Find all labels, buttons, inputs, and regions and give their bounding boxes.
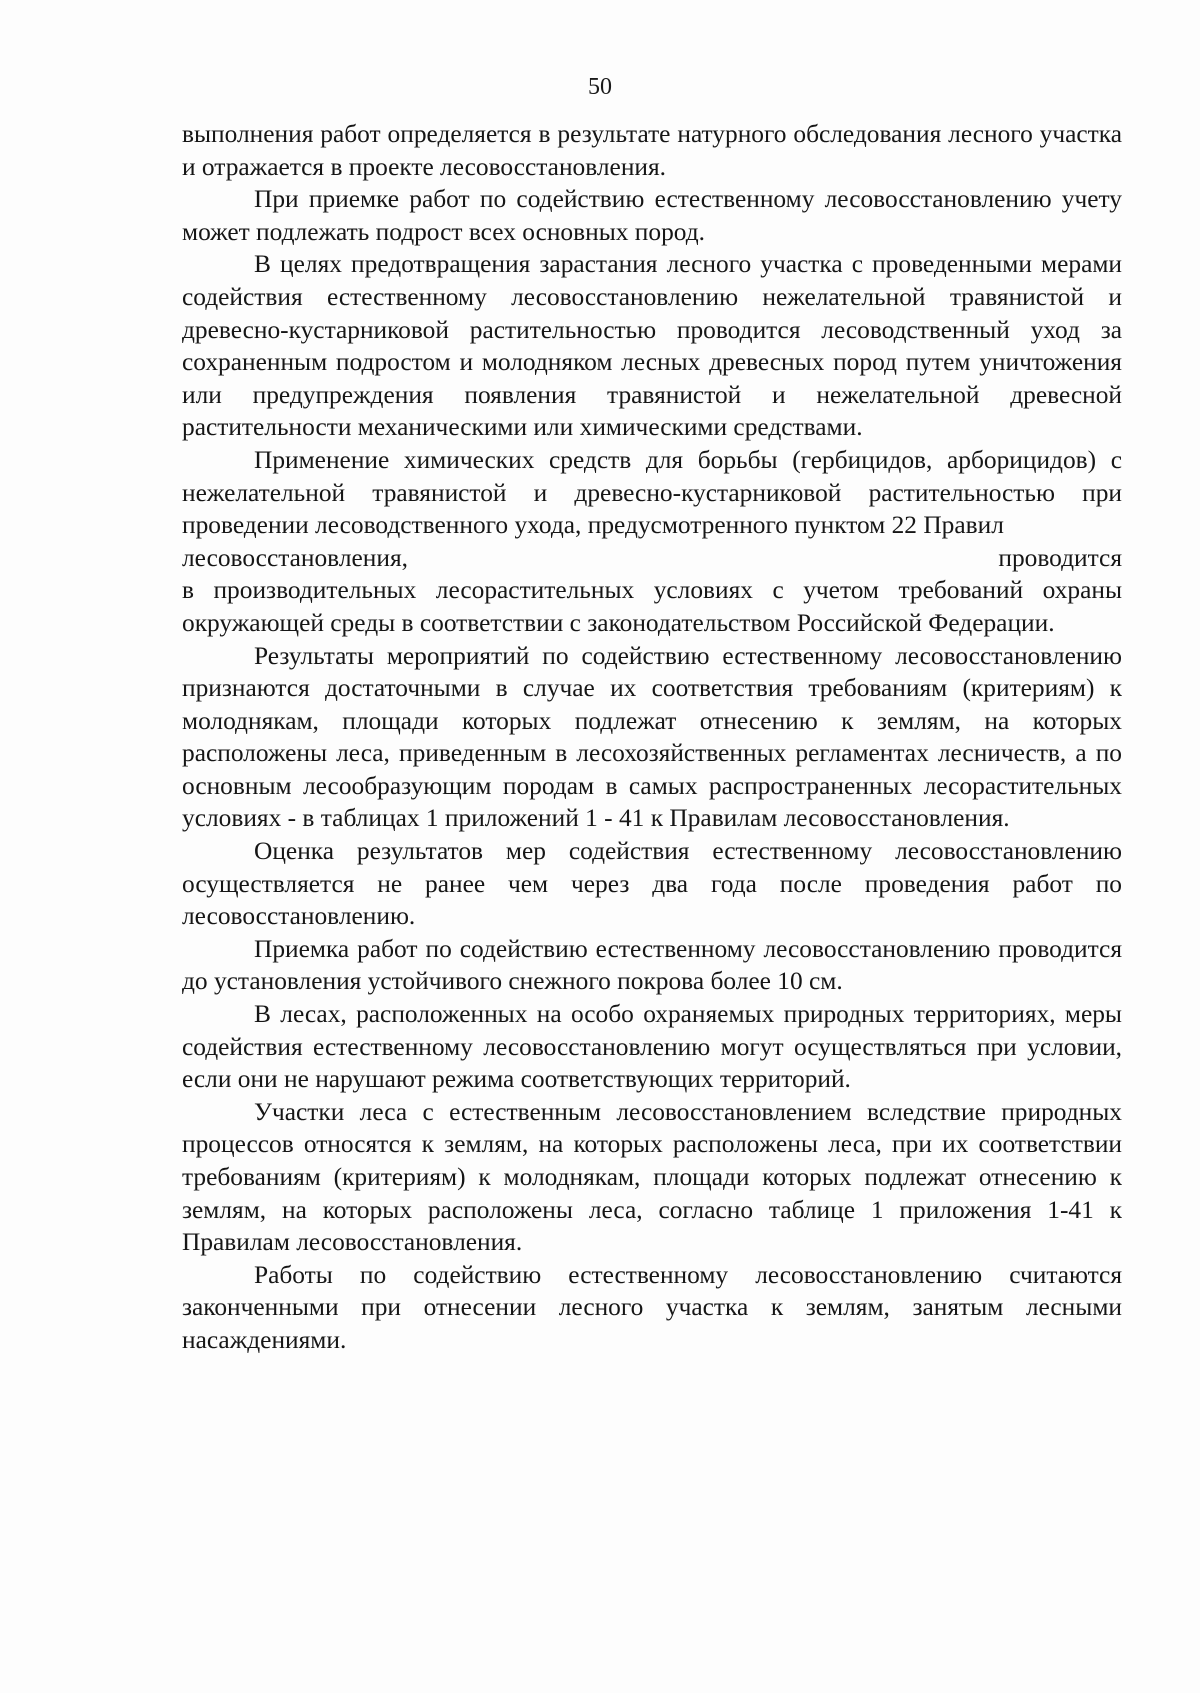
paragraph: Приемка работ по содействию естественному лесовосстановлению проводится до установления устойчивого снежного покрова более 10 см. bbox=[182, 934, 1122, 996]
paragraph: В лесах, расположенных на особо охраняемых природных территориях, меры содействия естественному лесовосстановлению могут осуществляться при условии, если они не нарушают режима соответствующих территорий. bbox=[182, 1000, 1122, 1094]
paragraph: При приемке работ по содействию естественному лесовосстановлению учету может подлежать подрост всех основных пород. bbox=[182, 185, 1122, 246]
split-line bbox=[182, 542, 1122, 575]
paragraph: Оценка результатов мер содействия естественному лесовосстановлению осуществляется не ранее чем через два года после проведения работ по лесовосстановлению. bbox=[182, 837, 1122, 931]
page-number: 50 bbox=[588, 74, 612, 100]
paragraph-continuation: выполнения работ определяется в результате натурного обследования лесного участка и отражается в проекте лесовосстановления. bbox=[182, 120, 1122, 181]
paragraph: В целях предотвращения зарастания лесного участка с проведенными мерами содействия естественному лесовосстановлению нежелательной травянистой и древесно-кустарниковой растительностью проводится лесоводственный уход за сохраненным подростом и молодняком лесных древесных пород путем уничтожения или предупреждения появления травянистой и нежелательной древесной растительности механическими или химическими средствами. bbox=[182, 250, 1122, 442]
paragraph-continuation: в производительных лесорастительных условиях с учетом требований охраны окружающей среды в соответствии с законодательством Российской Федерации. bbox=[182, 576, 1122, 637]
document-body bbox=[182, 118, 1122, 1357]
split-line-right: проводится bbox=[998, 543, 1122, 572]
paragraph: Применение химических средств для борьбы (гербицидов, арборицидов) с нежелательной травянистой и древесно-кустарниковой растительностью при проведении лесоводственного ухода, предусмотренного пунктом 22 Правил bbox=[182, 445, 1122, 540]
paragraph: Результаты мероприятий по содействию естественному лесовосстановлению признаются достаточными в случае их соответствия требованиям (критериям) к молоднякам, площади которых подлежат отнесению к землям, на которых расположены леса, приведенным в лесохозяйственных регламентах лесничеств, а по основным лесообразующим породам в самых распространенных лесорастительных условиях - в таблицах 1 приложений 1 - 41 к Правилам лесовосстановления. bbox=[182, 641, 1122, 833]
paragraph: Работы по содействию естественному лесовосстановлению считаются законченными при отнесении лесного участка к землям, занятым лесными насаждениями. bbox=[182, 1260, 1122, 1354]
split-line-left: лесовосстановления, bbox=[182, 543, 408, 572]
paragraph: Участки леса с естественным лесовосстановлением вследствие природных процессов относятся к землям, на которых расположены леса, при их соответствии требованиям (критериям) к молоднякам, площади которых подлежат отнесению к землям, на которых расположены леса, согласно таблице 1 приложения 1-41 к Правилам лесовосстановления. bbox=[182, 1097, 1122, 1257]
